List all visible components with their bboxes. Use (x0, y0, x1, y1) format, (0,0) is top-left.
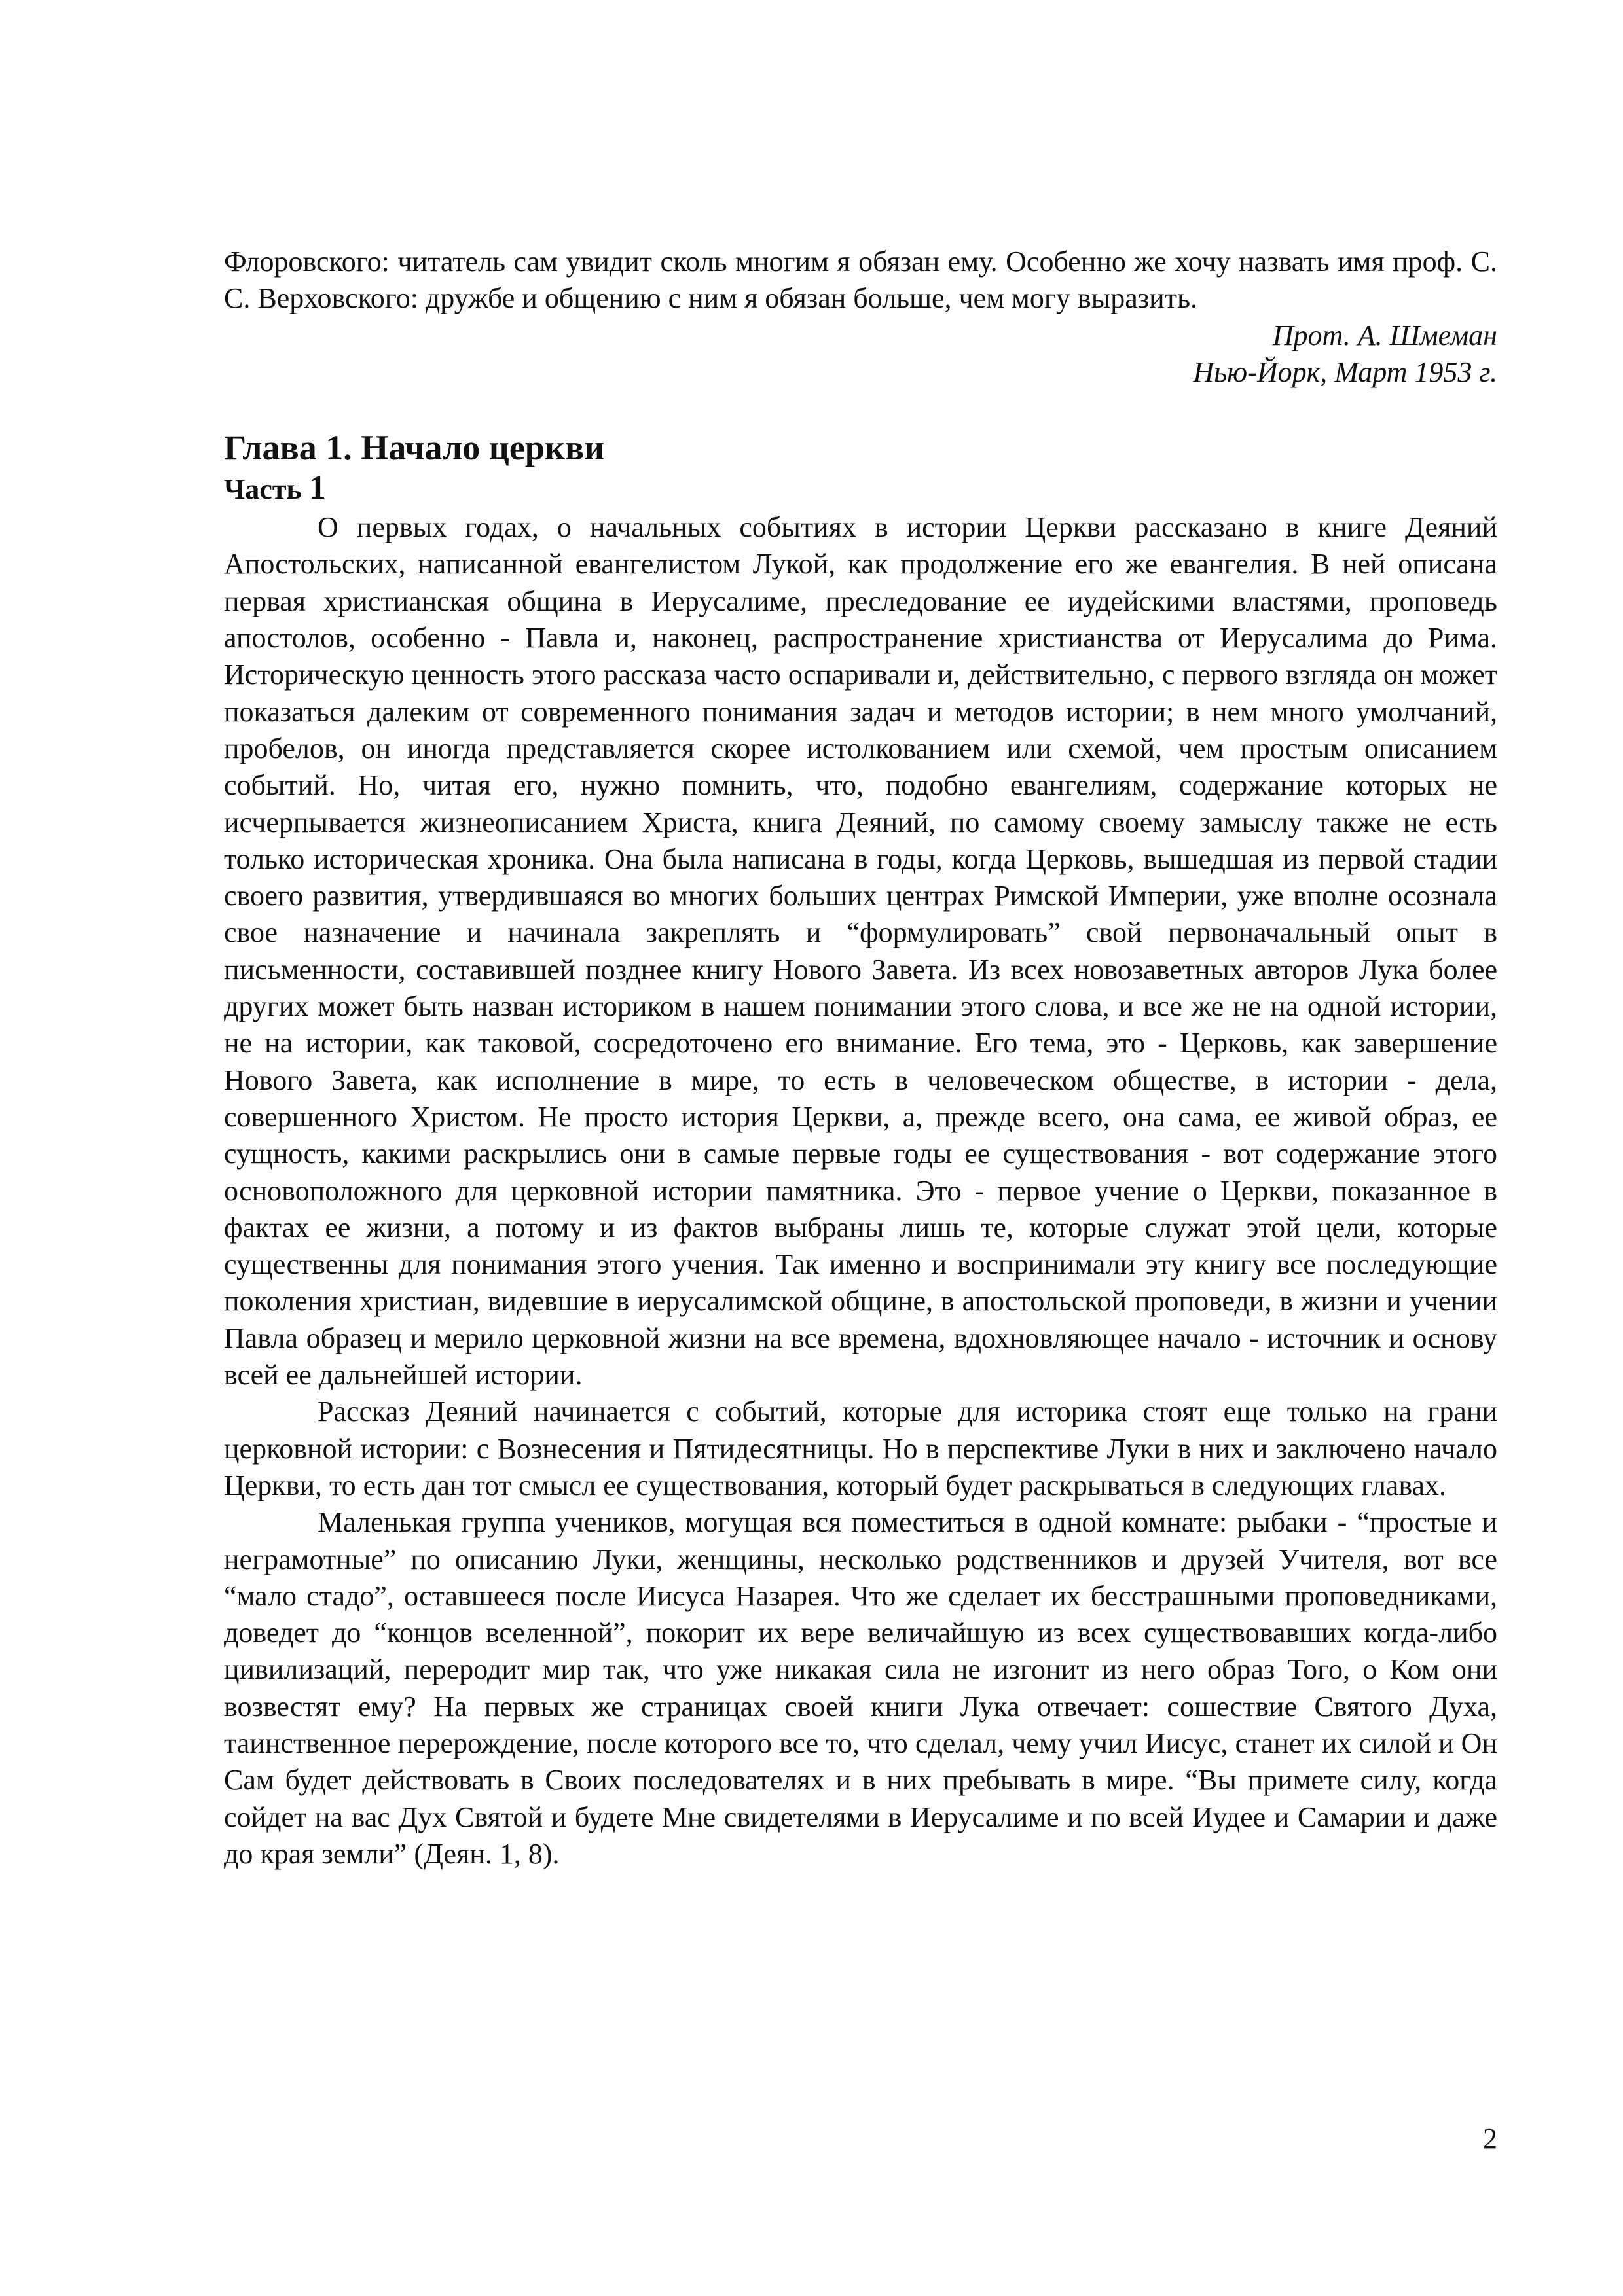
body-paragraph: Рассказ Деяний начинается с событий, которые для историка стоят еще только на грани церковной истории: с Вознесения и Пятидесятницы. Но в перспективе Луки в них и заключено начало Церкви, то есть дан тот смысл ее существования, который будет раскрываться в следующих главах. (224, 1395, 1497, 1501)
body-paragraph: О первых годах, о начальных событиях в истории Церкви рассказано в книге Деяний Апостольских, написанной евангелистом Лукой, как продолжение его же евангелия. В ней описана первая христианская община в Иерусалиме, преследование ее иудейскими властями, проповедь апостолов, особенно - Павла и, наконец, распространение христианства от Иерусалима до Рима. Историческую ценность этого рассказа часто оспаривали и, действительно, с первого взгляда он может показаться далеким от современного понимания задач и методов истории; в нем много умолчаний, пробелов, он иногда представляется скорее истолкованием или схемой, чем простым описанием событий. Но, читая его, нужно помнить, что, подобно евангелиям, содержание которых не исчерпывается жизнеописанием Христа, книга Деяний, по самому своему замыслу также не есть только историческая хроника. Она была написана в годы, когда Церковь, вышедшая из первой стадии своего развития, утвердившаяся во многих больших центрах Римской Империи, уже вполне осознала свое назначение и начинала закреплять и “формулировать” свой первоначальный опыт в письменности, составившей позднее книгу Нового Завета. Из всех новозаветных авторов Лука более других может быть назван историком в нашем понимании этого слова, и все же не на одной истории, не на истории, как таковой, сосредоточено его внимание. Его тема, это - Церковь, как завершение Нового Завета, как исполнение в мире, то есть в человеческом обществе, в истории - дела, совершенного Христом. Не просто история Церкви, а, прежде всего, она сама, ее живой образ, ее сущность, какими раскрылись они в самые первые годы ее существования - вот содержание этого основоположного для церковной истории памятника. Это - первое учение о Церкви, показанное в фактах ее жизни, а потому и из фактов выбраны лишь те, которые служат этой цели, которые существенны для понимания этого учения. Так именно и воспринимали эту книгу все последующие поколения христиан, видевшие в иерусалимской общине, в апостольской проповеди, в жизни и учении Павла образец и мерило церковной жизни на все времена, вдохновляющее начало - источник и основу всей ее дальнейшей истории. (224, 511, 1497, 1391)
body-paragraph: Маленькая группа учеников, могущая вся поместиться в одной комнате: рыбаки - “простые и неграмотные” по описанию Луки, женщины, несколько родственников и друзей Учителя, вот все “мало стадо”, оставшееся после Иисуса Назарея. Что же сделает их бесстрашными проповедниками, доведет до “концов вселенной”, покорит их вере величайшую из всех существовавших когда-либо цивилизаций, переродит мир так, что уже никакая сила не изгонит из него образ Того, о Ком они возвестят ему? На первых же страницах своей книги Лука отвечает: сошествие Святого Духа, таинственное перерождение, после которого все то, что сделал, чему учил Иисус, станет их силой и Он Сам будет действовать в Своих последователях и в них пребывать в мире. “Вы примете силу, когда сойдет на вас Дух Святой и будете Мне свидетелями в Иерусалиме и по всей Иудее и Самарии и даже до края земли” (Деян. 1, 8). (224, 1506, 1497, 1870)
signature-author: Прот. А. Шмеман (1272, 319, 1497, 351)
page-number: 2 (1483, 2123, 1497, 2155)
page-body (224, 243, 1497, 1873)
part-heading (224, 469, 1497, 509)
part-number: 1 (308, 469, 326, 507)
signature-place-date: Нью-Йорк, Март 1953 г. (1193, 355, 1497, 388)
intro-paragraph: Флоровского: читатель сам увидит сколь многим я обязан ему. Особенно же хочу назвать имя проф. С. С. Верховского: дружбе и общению с ним я обязан больше, чем могу выразить. (224, 245, 1497, 315)
part-label: Часть (224, 473, 302, 506)
chapter-title: Глава 1. Начало церкви (224, 428, 605, 468)
